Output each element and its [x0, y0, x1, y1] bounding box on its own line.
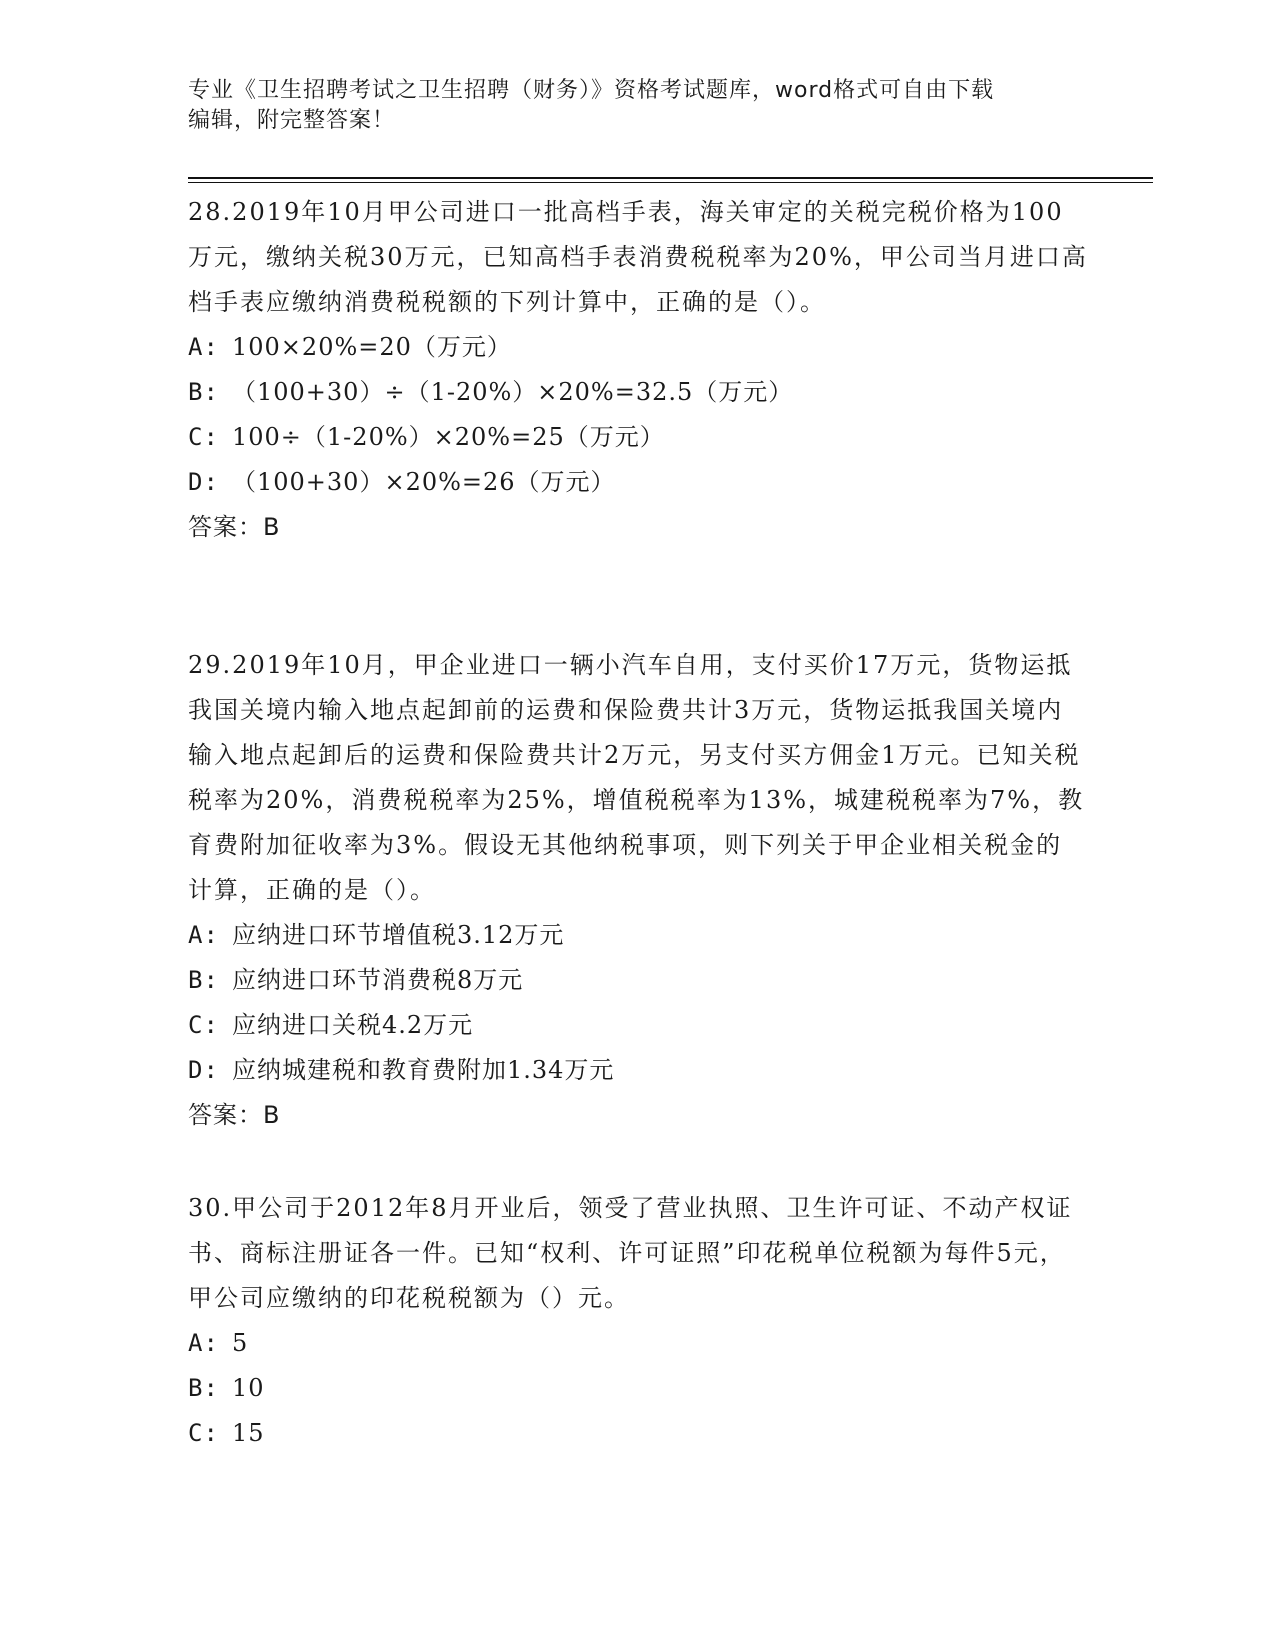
- option-text: （100+30）÷（1-20%）×20%=32.5（万元）: [232, 378, 794, 406]
- option-a: [188, 325, 1088, 370]
- question-stem: 29.2019年10月，甲企业进口一辆小汽车自用，支付买价17万元，货物运抵我国关境内输入地点起卸前的运费和保险费共计3万元，货物运抵我国关境内输入地点起卸后的运费和保险费共计2万元，另支付买方佣金1万元。已知关税税率为20%，消费税税率为25%，增值税税率为13%，城建税税率为7%，教育费附加征收率为3%。假设无其他纳税事项，则下列关于甲企业相关税金的计算，正确的是（）。: [188, 651, 1085, 904]
- header-line-2: 编辑，附完整答案！: [188, 108, 396, 133]
- option-letter: A:: [188, 333, 219, 361]
- question-stem: 30.甲公司于2012年8月开业后，领受了营业执照、卫生许可证、不动产权证书、商标注册证各一件。已知“权利、许可证照”印花税单位税额为每件5元，甲公司应缴纳的印花税税额为（）元。: [188, 1194, 1073, 1312]
- option-list: [188, 325, 1088, 505]
- option-text: 100×20%=20（万元）: [232, 333, 512, 361]
- header-divider-thin: [188, 182, 1153, 183]
- option-letter: B:: [188, 378, 219, 406]
- option-text: 应纳城建税和教育费附加1.34万元: [232, 1056, 615, 1084]
- header-divider-thick: [188, 177, 1153, 179]
- answer-line: 答案：B: [188, 513, 281, 541]
- option-letter: A:: [188, 1329, 219, 1357]
- option-letter: C:: [188, 1419, 219, 1447]
- option-d: [188, 1048, 1088, 1093]
- document-header: [188, 76, 1068, 136]
- option-a: [188, 1321, 1088, 1366]
- option-d: [188, 460, 1088, 505]
- option-list: [188, 913, 1088, 1093]
- option-letter: B:: [188, 966, 219, 994]
- option-list: [188, 1321, 1088, 1456]
- option-letter: A:: [188, 921, 219, 949]
- question-29: [188, 643, 1088, 1138]
- option-text: （100+30）×20%=26（万元）: [232, 468, 616, 496]
- option-letter: D:: [188, 468, 219, 496]
- option-text: 应纳进口环节消费税8万元: [232, 966, 524, 994]
- header-line-1: 专业《卫生招聘考试之卫生招聘（财务）》资格考试题库，word格式可自由下载: [188, 78, 995, 103]
- option-text: 10: [232, 1374, 265, 1402]
- option-letter: D:: [188, 1056, 219, 1084]
- option-text: 应纳进口环节增值税3.12万元: [232, 921, 565, 949]
- option-c: [188, 415, 1088, 460]
- option-b: [188, 370, 1088, 415]
- option-letter: C:: [188, 1011, 219, 1039]
- option-letter: B:: [188, 1374, 219, 1402]
- option-b: [188, 1366, 1088, 1411]
- question-30: [188, 1186, 1088, 1456]
- option-text: 5: [232, 1329, 249, 1357]
- option-b: [188, 958, 1088, 1003]
- option-text: 100÷（1-20%）×20%=25（万元）: [232, 423, 665, 451]
- option-letter: C:: [188, 423, 219, 451]
- question-28: [188, 190, 1088, 550]
- option-a: [188, 913, 1088, 958]
- option-text: 应纳进口关税4.2万元: [232, 1011, 474, 1039]
- option-c: [188, 1003, 1088, 1048]
- answer-line: 答案：B: [188, 1101, 281, 1129]
- option-c: [188, 1411, 1088, 1456]
- question-stem: 28.2019年10月甲公司进口一批高档手表，海关审定的关税完税价格为100万元，缴纳关税30万元，已知高档手表消费税税率为20%，甲公司当月进口高档手表应缴纳消费税税额的下列计算中，正确的是（）。: [188, 198, 1088, 316]
- option-text: 15: [232, 1419, 265, 1447]
